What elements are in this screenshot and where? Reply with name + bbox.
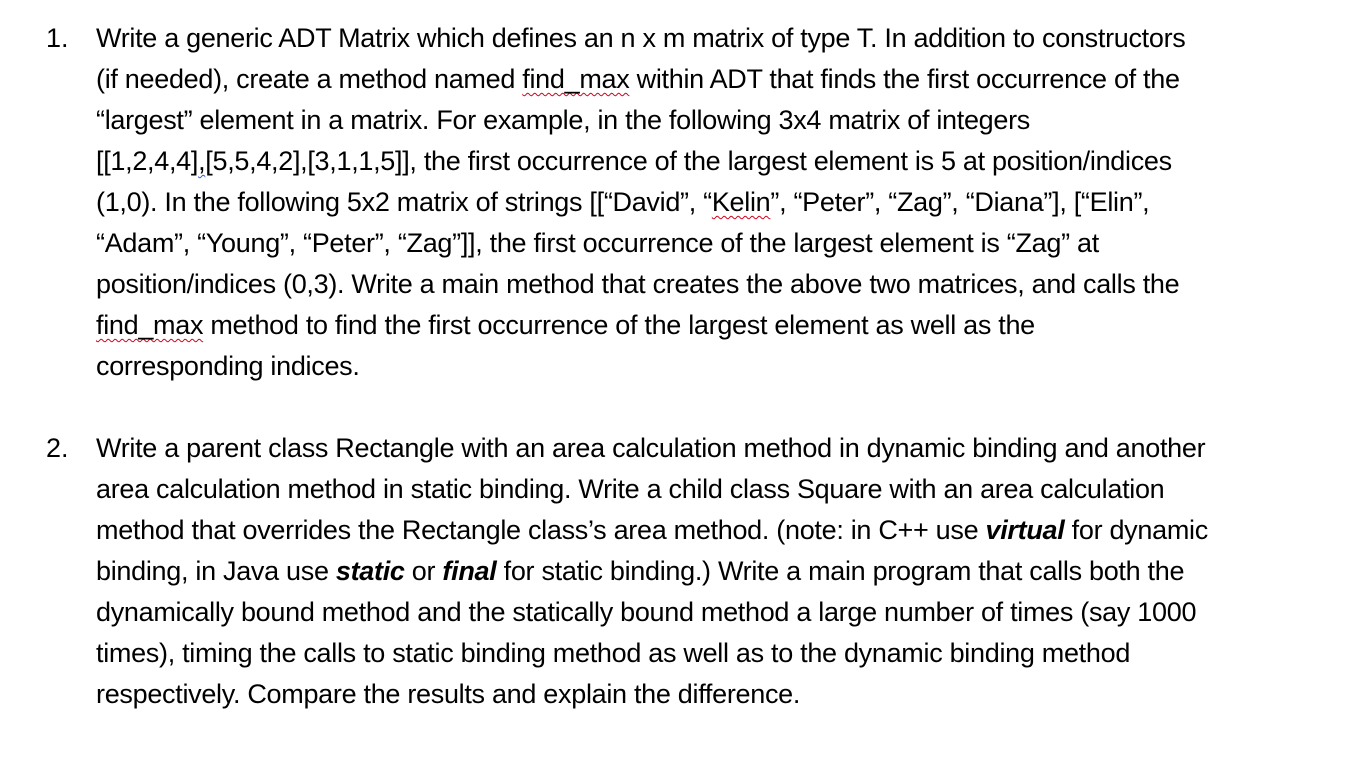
text-line <box>96 431 1205 465</box>
text-run: dynamically bound method and the statically bound method a large number of times (say 1000 <box>96 597 1197 627</box>
text-line <box>96 472 1164 506</box>
grammar-flagged-text: , <box>198 146 206 176</box>
emphasized-keyword: static <box>335 556 405 586</box>
text-line <box>96 267 1179 301</box>
text-run: ”, “Peter”, “Zag”, “Diana”], [“Elin”, <box>770 187 1150 217</box>
text-run: or <box>404 556 443 586</box>
text-line <box>96 349 360 383</box>
text-run: Write a generic ADT Matrix which defines an n x m matrix of type T. In addition to constructors <box>96 23 1186 53</box>
text-line <box>96 226 1099 260</box>
text-run: (if needed), create a method named <box>96 64 523 94</box>
text-line <box>96 636 1130 670</box>
question-number: 2. <box>46 433 69 463</box>
text-run: [5,5,4,2],[3,1,1,5]], the first occurrence of the largest element is 5 at position/indices <box>205 146 1172 176</box>
emphasized-keyword: final <box>442 556 497 586</box>
text-line <box>96 185 1149 219</box>
emphasized-keyword: virtual <box>985 515 1065 545</box>
text-run: method to find the first occurrence of the largest element as well as the <box>203 310 1035 340</box>
text-run: [[1,2,4,4] <box>96 146 199 176</box>
text-run: area calculation method in static binding. Write a child class Square with an area calculation <box>96 474 1165 504</box>
text-run: for dynamic <box>1064 515 1208 545</box>
text-line <box>96 62 1180 96</box>
text-run: times), timing the calls to static binding method as well as to the dynamic binding method <box>96 638 1131 668</box>
text-run: respectively. Compare the results and explain the difference. <box>96 679 801 709</box>
text-line <box>96 513 1208 547</box>
text-run: binding, in Java use <box>96 556 336 586</box>
text-line <box>96 554 1184 588</box>
text-line <box>96 144 1172 178</box>
text-line <box>96 308 1035 342</box>
text-line <box>96 677 800 711</box>
text-run: “largest” element in a matrix. For example, in the following 3x4 matrix of integers <box>96 105 1030 135</box>
text-run: “Adam”, “Young”, “Peter”, “Zag”]], the first occurrence of the largest element is “Zag” at <box>96 228 1099 258</box>
text-run: corresponding indices. <box>96 351 360 381</box>
text-run: position/indices (0,3). Write a main method that creates the above two matrices, and calls the <box>96 269 1180 299</box>
text-run: Write a parent class Rectangle with an area calculation method in dynamic binding and another <box>96 433 1206 463</box>
text-line <box>96 595 1196 629</box>
text-run: (1,0). In the following 5x2 matrix of strings [[“David”, “ <box>96 187 712 217</box>
spellcheck-flagged-word: Kelin <box>711 187 771 217</box>
text-line <box>96 103 1030 137</box>
text-run: for static binding.) Write a main program that calls both the <box>496 556 1185 586</box>
text-run: method that overrides the Rectangle class’s area method. (note: in C++ use <box>96 515 986 545</box>
question-number: 1. <box>46 23 69 53</box>
text-run: within ADT that finds the first occurrence of the <box>629 64 1180 94</box>
text-line <box>96 21 1185 55</box>
spellcheck-flagged-word: find_max <box>522 64 630 94</box>
spellcheck-flagged-word: find_max <box>96 310 204 340</box>
